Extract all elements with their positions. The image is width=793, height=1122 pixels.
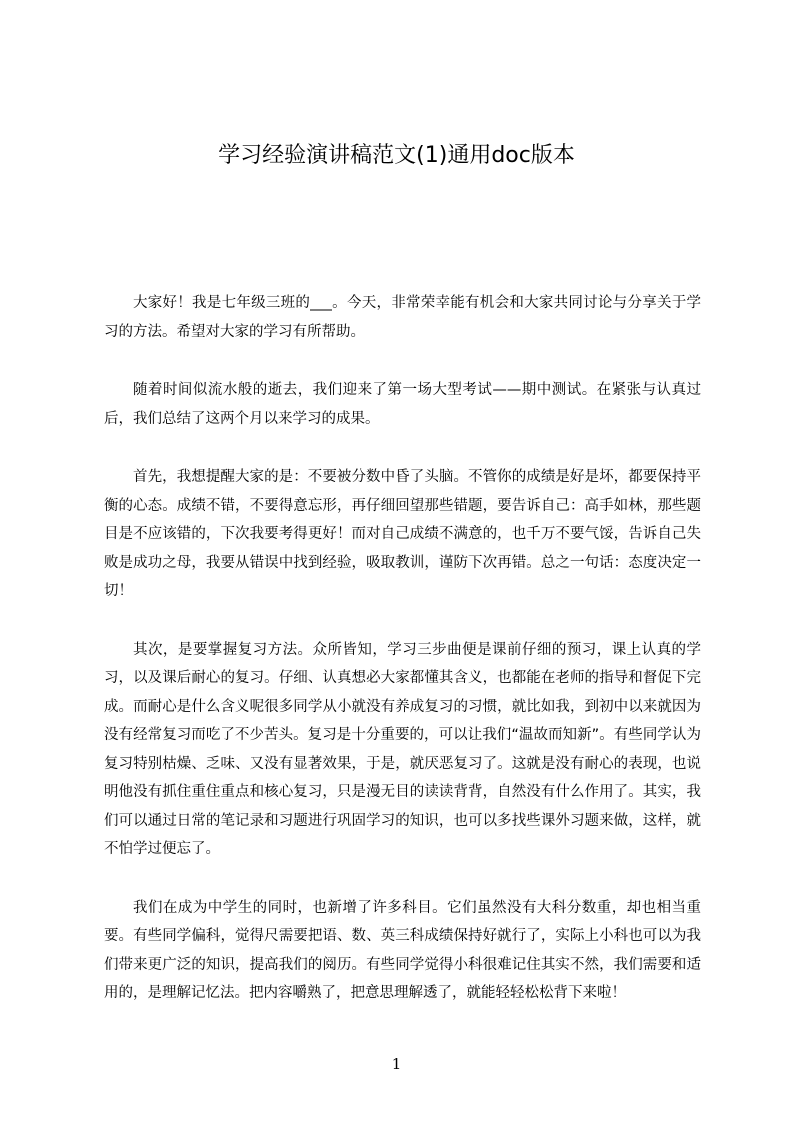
paragraph-review-method: 其次，是要掌握复习方法。众所皆知，学习三步曲便是课前仔细的预习，课上认真的学习，以及课后耐心的复习。仔细、认真想必大家都懂其含义，也都能在老师的指导和督促下完成。而耐心是什么含义呢很多同学从小就没有养成复习的习惯，就比如我，到初中以来就因为没有经常复习而吃了不少苦头。复习是十分重要的，可以让我们“温故而知新”。有些同学认为复习特别枯燥、乏味、又没有显著效果，于是，就厌恶复习了。这就是没有耐心的表现，也说明他没有抓住重住重点和核心复习，只是漫无目的读读背背，自然没有什么作用了。其实，我们可以通过日常的笔记录和习题进行巩固学习的知识，也可以多找些课外习题来做，这样，就不怕学过便忘了。 bbox=[104, 641, 701, 857]
paragraph-subjects: 我们在成为中学生的同时，也新增了许多科目。它们虽然没有大科分数重，却也相当重要。有些同学偏科，觉得尺需要把语、数、英三科成绩保持好就行了，实际上小科也可以为我们带来更广泛的知识，提高我们的阅历。有些同学觉得小科很难记住其实不然，我们需要和适用的，是理解记忆法。把内容嚼熟了，把意思理解透了，就能轻轻松松背下来啦！ bbox=[104, 899, 701, 1001]
paragraph-greeting: 大家好！我是七年级三班的___。今天，非常荣幸能有机会和大家共同讨论与分享关于学习的方法。希望对大家的学习有所帮助。 bbox=[104, 295, 701, 340]
paragraph-midterm: 随着时间似流水般的逝去，我们迎来了第一场大型考试——期中测试。在紧张与认真过后，我们总结了这两个月以来学习的成果。 bbox=[104, 382, 701, 427]
document-title: 学习经验演讲稿范文(1)通用doc版本 bbox=[218, 143, 575, 168]
page-number: 1 bbox=[391, 1055, 402, 1073]
document-body bbox=[104, 289, 701, 1038]
paragraph-attitude: 首先，我想提醒大家的是：不要被分数中昏了头脑。不管你的成绩是好是坏，都要保持平衡的心态。成绩不错，不要得意忘形，再仔细回望那些错题，要告诉自己：高手如林，那些题目是不应该错的，下次我要考得更好！而对自己成绩不满意的，也千万不要气馁，告诉自己失败是成功之母，我要从错误中找到经验，吸取教训，谨防下次再错。总之一句话：态度决定一切！ bbox=[104, 469, 701, 599]
